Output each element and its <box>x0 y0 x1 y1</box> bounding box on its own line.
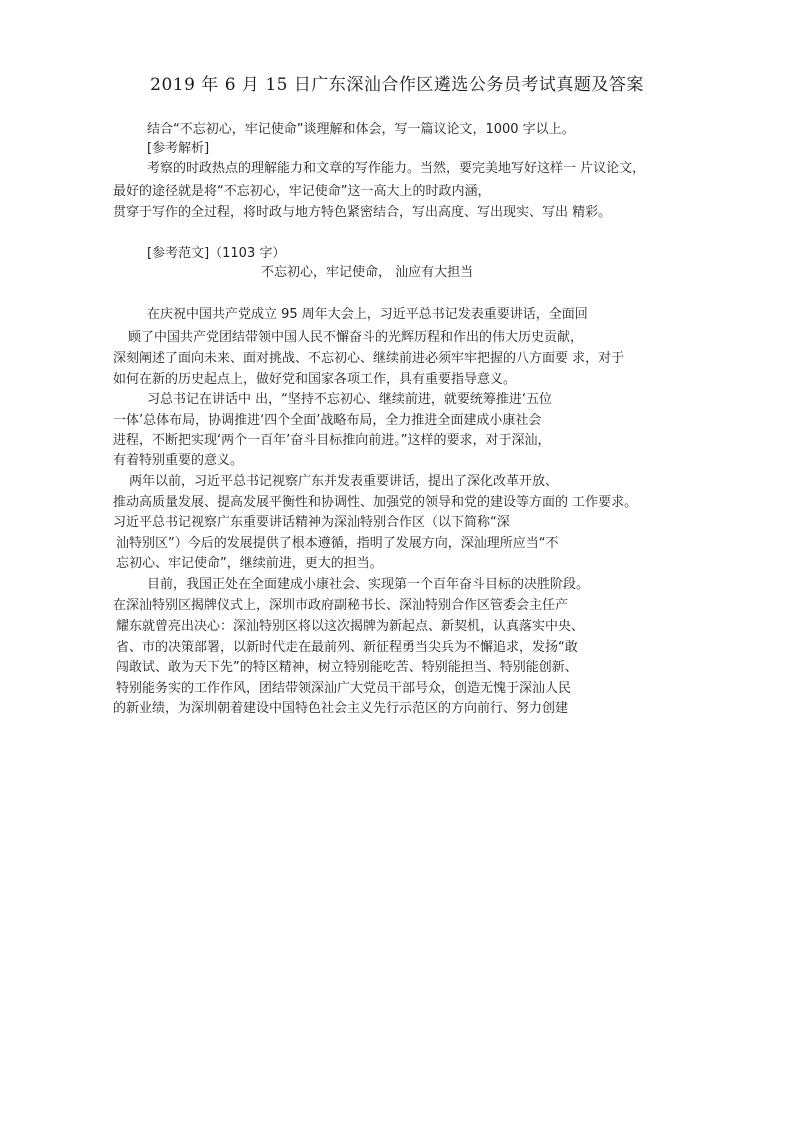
analysis-label: [参考解析] <box>147 141 210 156</box>
essay-line: 一体’总体布局，协调推进‘四个全面’战略布局，全力推进全面建成小康社会 <box>113 413 542 428</box>
essay-line: 的新业绩，为深圳朝着建设中国特色社会主义先行示范区的方向前行、努力创建 <box>113 701 569 716</box>
essay-line: 在深汕特别区揭牌仪式上，深圳市政府副秘书长、深汕特别合作区管委会主任产 <box>113 598 569 613</box>
essay-line: 进程，不断把实现‘两个一百年’奋斗目标推向前进。”这样的要求，对于深汕， <box>113 433 551 448</box>
analysis-line: 最好的途径就是将“不忘初心，牢记使命”这一高大上的时政内涵， <box>113 184 491 199</box>
document-title: 2019 年 6 月 15 日广东深汕合作区遴选公务员考试真题及答案 <box>150 75 644 95</box>
essay-line: 汕特别区”）今后的发展提供了根本遵循，指明了发展方向，深汕理所应当“不 <box>116 536 559 551</box>
essay-line: 习近平总书记视察广东重要讲话精神为深汕特别合作区（以下简称“深 <box>113 515 510 530</box>
essay-line: 有着特别重要的意义。 <box>113 453 244 468</box>
essay-line: 闯敢试、敢为天下先”的特区精神，树立特别能吃苦、特别能担当、特别能创新、 <box>116 660 578 675</box>
analysis-line: 考察的时政热点的理解能力和文章的写作能力。当然，要完美地写好这样一 片议论文， <box>147 161 646 176</box>
essay-prompt: 结合“不忘初心，牢记使命”谈理解和体会，写一篇议论文，1000 字以上。 <box>147 122 575 137</box>
essay-line: 在庆祝中国共产党成立 95 周年大会上，习近平总书记发表重要讲话，全面回 <box>147 307 588 322</box>
essay-line: 耀东就曾亮出决心：深汕特别区将以这次揭牌为新起点、新契机，认真落实中央、 <box>116 619 585 634</box>
essay-line: 顾了中国共产党团结带领中国人民不懈奋斗的光辉历程和作出的伟大历史贡献， <box>128 330 584 345</box>
sample-essay-label: [参考范文]（1103 字） <box>147 246 286 261</box>
essay-line: 忘初心、牢记使命”，继续前进，更大的担当。 <box>116 556 383 571</box>
essay-line: 目前，我国正处在全面建成小康社会、实现第一个百年奋斗目标的决胜阶段。 <box>147 577 590 592</box>
essay-line: 如何在新的历史起点上，做好党和国家各项工作，具有重要指导意义。 <box>113 372 517 387</box>
essay-line: 深刻阐述了面向未来、面对挑战、不忘初心、继续前进必须牢牢把握的八方面要 求，对于 <box>113 351 625 366</box>
essay-line: 特别能务实的工作作风，团结带领深汕广大党员干部号众，创造无愧于深汕人民 <box>116 681 572 696</box>
essay-line: 省、市的决策部署，以新时代走在最前列、新征程勇当尖兵为不懈追求，发扬“敢 <box>116 640 578 655</box>
essay-title: 不忘初心，牢记使命， 汕应有大担当 <box>261 265 474 280</box>
essay-line: 推动高质量发展、提高发展平衡性和协调性、加强党的领导和党的建设等方面的 工作要求。 <box>113 495 638 510</box>
essay-line: 习总书记在讲话中 出，“坚持不忘初心、继续前进，就要统筹推进‘五位 <box>147 392 552 407</box>
essay-line: 两年以前，习近平总书记视察广东并发表重要讲话，提出了深化改革开放、 <box>129 474 559 489</box>
analysis-line: 贯穿于写作的全过程，将时政与地方特色紧密结合，写出高度、写出现实、写出 精彩。 <box>113 205 612 220</box>
